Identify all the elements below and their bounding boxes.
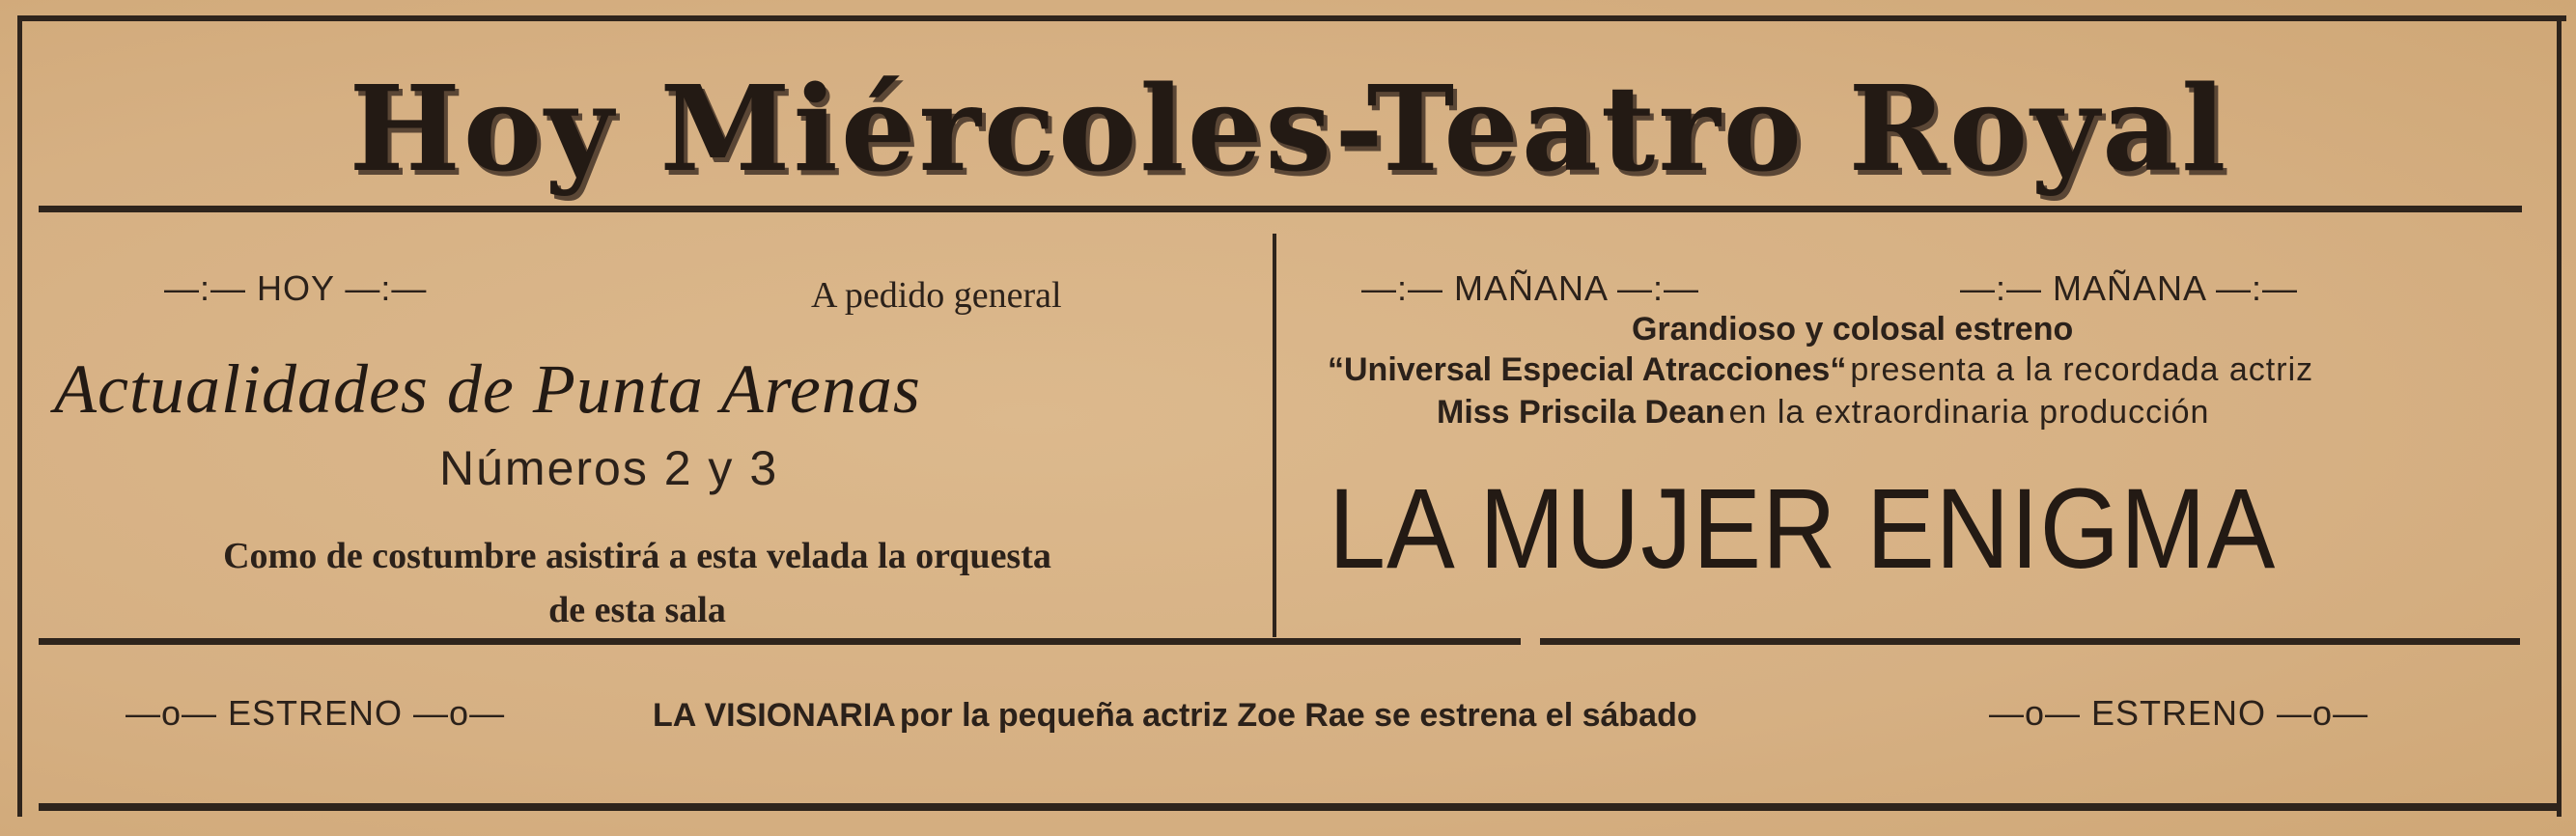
headline-underline-rule [39,206,2522,212]
visionaria-title: LA VISIONARIA [653,697,896,734]
movie-title: LA MUJER ENIGMA [1329,465,2277,593]
left-border-rule [17,15,22,817]
top-border-rule [17,15,2566,21]
estreno-marker-right: —o— ESTRENO —o— [1989,693,2369,733]
middle-rule-left [39,638,1521,645]
pedido-general-text: A pedido general [811,275,1062,316]
bottom-rule [39,803,2559,811]
estreno-marker-left: —o— ESTRENO —o— [126,693,506,733]
costumbre-line-2: de esta sala [548,590,726,630]
visionaria-text: por la pequeña actriz Zoe Rae se estrena el sábado [899,697,1697,734]
universal-especial-name: “Universal Especial Atracciones“ [1328,351,1847,388]
actualidades-title: Actualidades de Punta Arenas [54,350,921,428]
column-divider-rule [1273,234,1276,637]
actriz-line [1437,394,2209,432]
headline: Hoy Miércoles-Teatro Royal [349,59,2229,198]
costumbre-line-1: Como de costumbre asistirá a esta velada la orquesta [223,536,1051,576]
hoy-marker: —:— HOY —:— [164,268,428,308]
right-border-rule [2557,15,2562,817]
presenta-line [1328,351,2313,389]
produccion-text: en la extraordinaria producción [1728,394,2210,431]
middle-rule-right [1540,638,2520,645]
numeros-text: Números 2 y 3 [439,441,779,495]
visionaria-line [653,697,1697,735]
priscila-dean-name: Miss Priscila Dean [1437,394,1725,431]
manana-marker-right: —:— MAÑANA —:— [1960,268,2299,308]
presenta-text: presenta a la recordada actriz [1850,351,2314,388]
manana-marker-left: —:— MAÑANA —:— [1361,268,1700,308]
grandioso-estreno-text: Grandioso y colosal estreno [1632,311,2074,348]
